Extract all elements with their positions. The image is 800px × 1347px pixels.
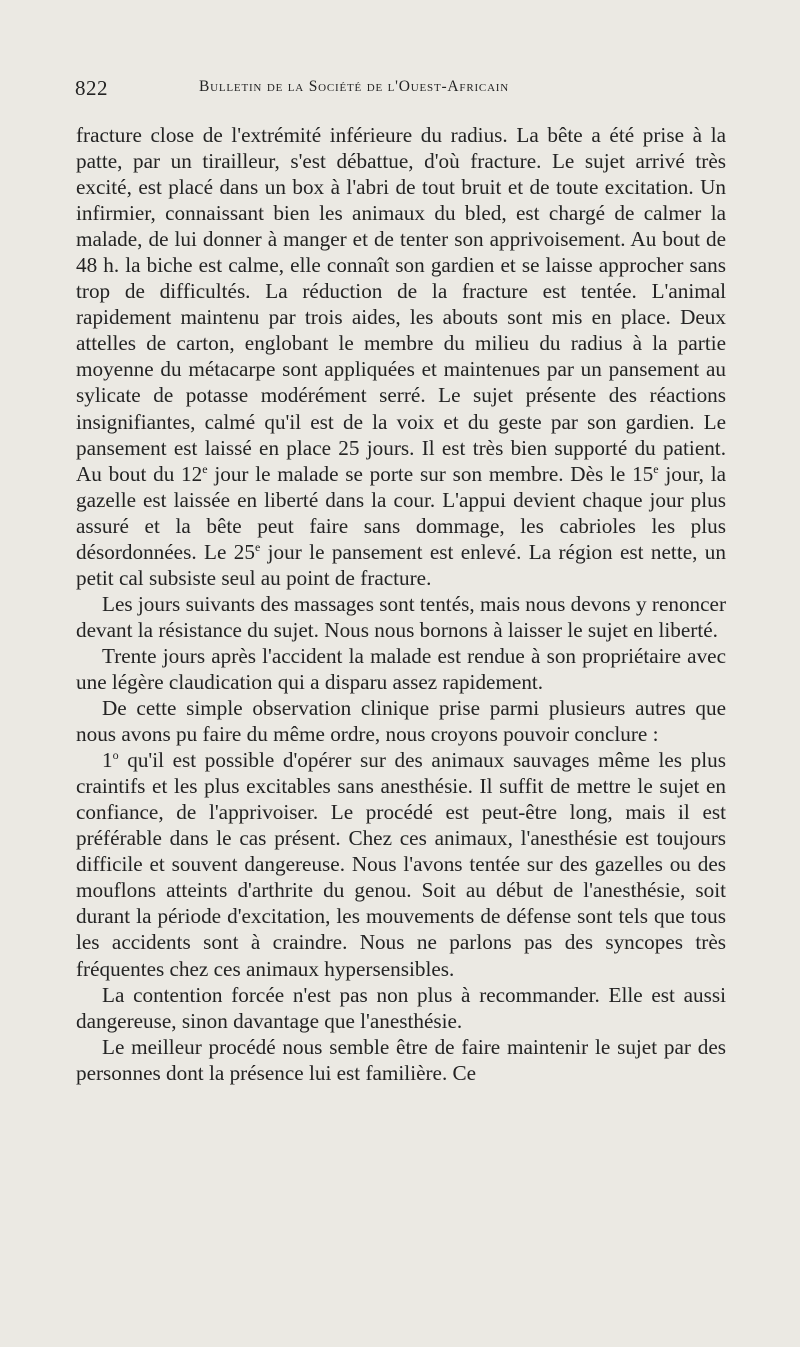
ordinal-suffix: o: [112, 748, 119, 763]
paragraph-text: jour le malade se porte sur son membre. Dès le 15: [207, 461, 654, 486]
paragraph-contention: La contention forcée n'est pas non plus à recommander. Elle est aussi dangereuse, sinon davantage que l'anesthésie.: [76, 982, 726, 1033]
body-text: [76, 122, 726, 1086]
list-number: 1: [102, 748, 113, 773]
paragraph-massages: Les jours suivants des massages sont tentés, mais nous devons y renoncer devant la résistance du sujet. Nous nous bornons à laisser le sujet en liberté.: [76, 591, 726, 642]
paragraph-text: fracture close de l'extrémité inférieure du radius. La bête a été prise à la patte, par un tirailleur, s'est débattue, d'où fracture. Le sujet arrivé très excité, est placé dans un box à l'abri de tout bruit et de toute excitation. Un infirmier, connaissant bien les animaux du bled, est chargé de calmer la malade, de lui donner à manger et de tenter son apprivoisement. Au bout de 48 h. la biche est calme, elle connaît son gardien et se laisse approcher sans trop de difficultés. La réduction de la fracture est tentée. L'animal rapidement maintenu par trois aides, les abouts sont mis en place. Deux attelles de carton, englobant le membre du milieu du radius à la partie moyenne du métacarpe sont appliquées et maintenues par un pansement au sylicate de potasse modérément serré. Le sujet présente des réactions insignifiantes, calmé qu'il est de la voix et du geste par son gardien. Le pansement est laissé en place 25 jours. Il est très bien supporté du patient. Au bout du 12: [76, 123, 726, 486]
running-title: Bulletin de la Société de l'Ouest-Africain: [199, 78, 510, 95]
paragraph-fracture-case: [76, 122, 726, 591]
ordinal-suffix: e: [254, 539, 261, 554]
page-number: 822: [75, 76, 108, 100]
ordinal-suffix: e: [202, 461, 208, 476]
page-header: [75, 76, 725, 104]
paragraph-text: jour, la gazelle est laissée en liberté dans la cour. L'appui devient chaque jour plus assuré et la bête peut faire sans dommage, les cabrioles les plus désordonnées. Le 25: [76, 461, 727, 564]
paragraph-text: qu'il est possible d'opérer sur des animaux sauvages même les plus craintifs et les plus excitables sans anesthésie. Il suffit de mettre le sujet en confiance, de l'apprivoiser. Le procédé est peut-être long, mais il est préférable dans le cas présent. Chez ces animaux, l'anesthésie est toujours difficile et souvent dangereuse. Nous l'avons tentée sur des gazelles ou des mouflons atteints d'arthrite du genou. Soit au début de l'anesthésie, soit durant la période d'excitation, les mouvements de défense sont tels que tous les accidents sont à craindre. Nous ne parlons pas des syncopes très fréquentes chez ces animaux hypersensibles.: [76, 748, 726, 981]
paragraph-return: Trente jours après l'accident la malade est rendue à son propriétaire avec une légère claudication qui a disparu assez rapidement.: [76, 643, 726, 694]
paragraph-first-conclusion: [76, 747, 726, 981]
paragraph-conclusion-intro: De cette simple observation clinique prise parmi plusieurs autres que nous avons pu faire du même ordre, nous croyons pouvoir conclure :: [76, 696, 726, 747]
paragraph-best-procedure: Le meilleur procédé nous semble être de faire maintenir le sujet par des personnes dont la présence lui est familière. Ce: [76, 1034, 726, 1085]
ordinal-suffix: e: [653, 461, 659, 476]
paragraph-text: jour le pansement est enlevé. La région est nette, un petit cal subsiste seul au point de fracture.: [76, 539, 726, 590]
